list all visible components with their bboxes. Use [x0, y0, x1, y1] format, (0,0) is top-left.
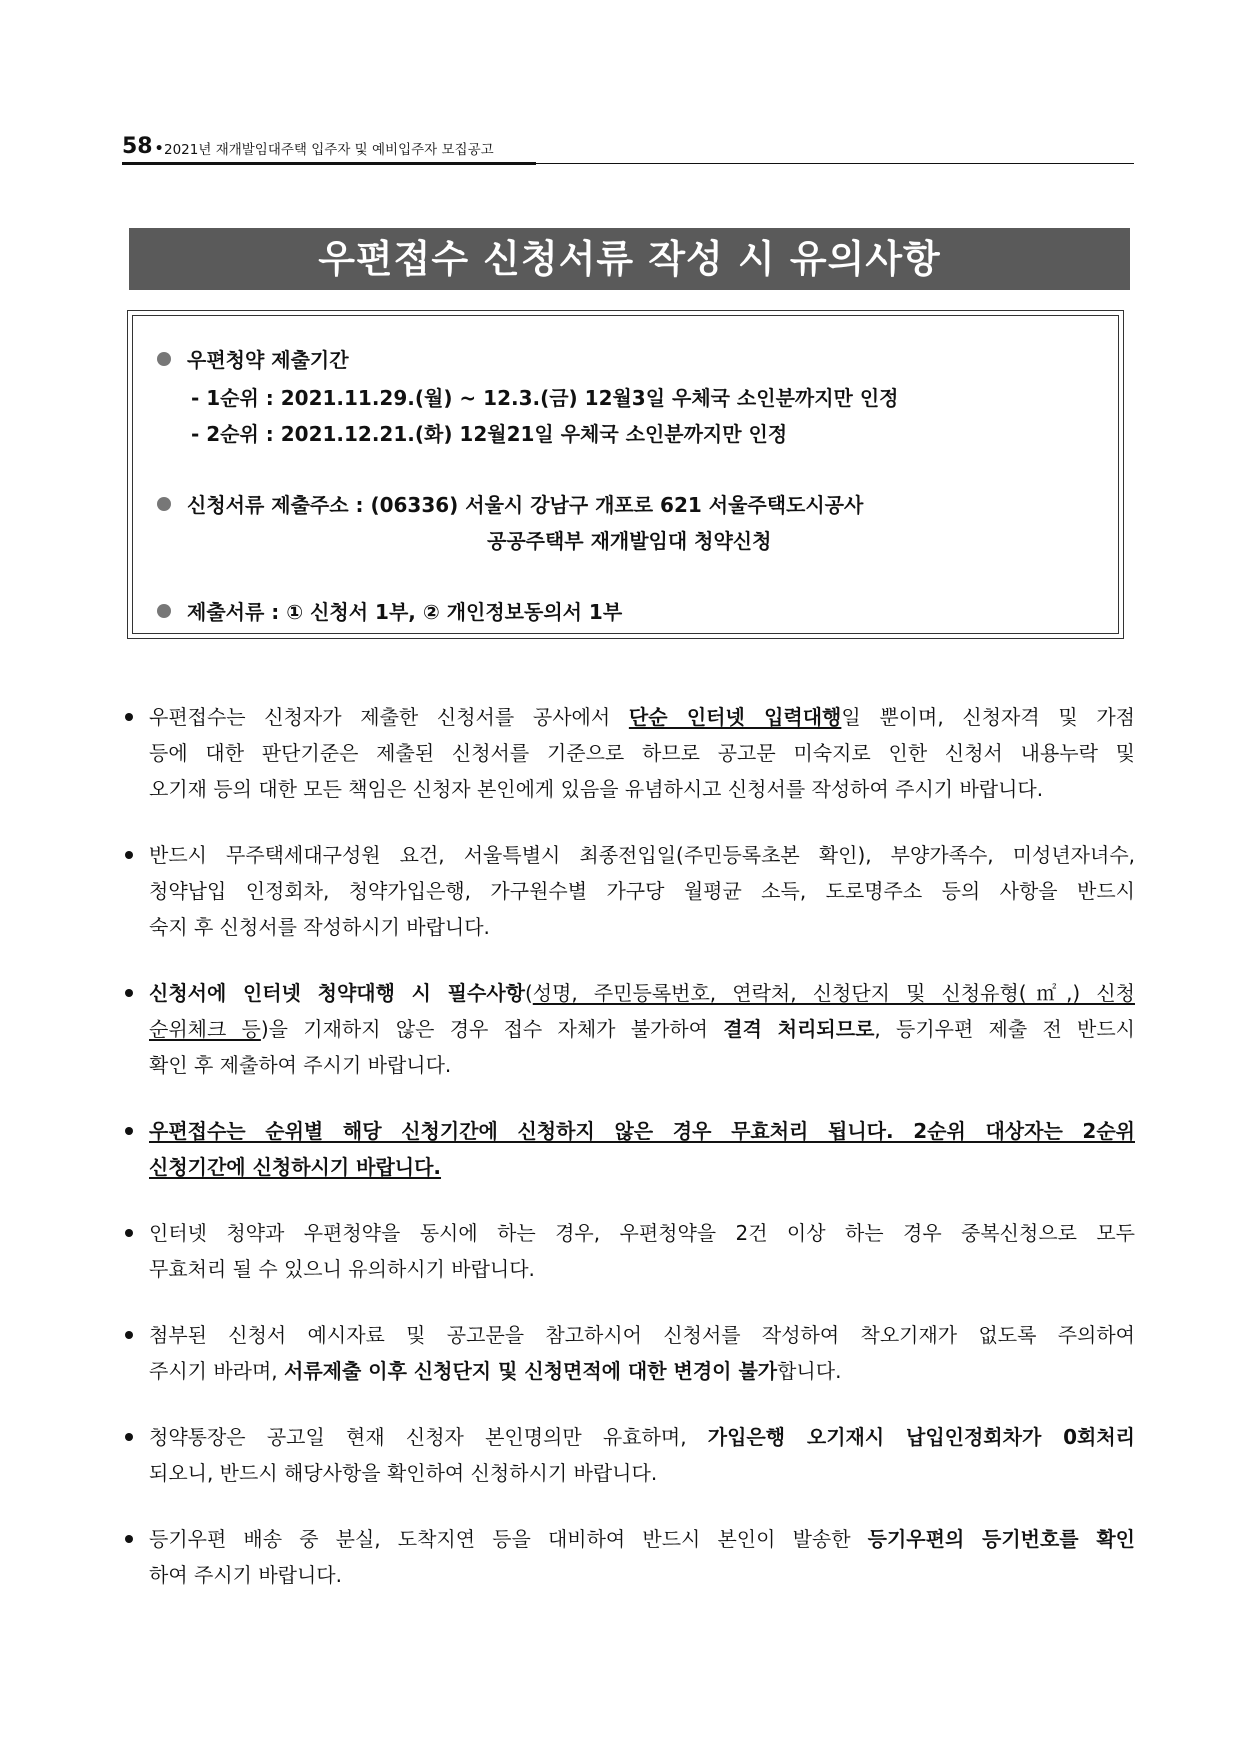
header-rule-thin — [536, 163, 1134, 164]
submission-info-box — [127, 310, 1124, 639]
circle-bullet-icon — [157, 497, 171, 511]
header-title: 2021년 재개발임대주택 입주자 및 예비입주자 모집공고 — [164, 142, 494, 158]
emphasis-text: 가입은행 오기재시 납입인정회차가 0회처리 — [707, 1425, 1135, 1449]
bullet-icon — [125, 1433, 133, 1441]
round1-period: - 1순위 : 2021.11.29.(월) ~ 12.3.(금) 12월3일 우체국 소인분까지만 인정 — [191, 386, 899, 410]
submission-info-inner — [132, 315, 1119, 634]
bullet-icon — [125, 1229, 133, 1237]
header-rule — [122, 162, 536, 165]
notice-list — [123, 699, 1135, 1623]
page-number: 58 • — [122, 134, 164, 159]
emphasis-text: 서류제출 이후 신청단지 및 신청면적에 대한 변경이 불가 — [284, 1359, 778, 1383]
bullet-icon — [125, 989, 133, 997]
page-header — [122, 132, 1134, 164]
notice-item: 우편접수는 순위별 해당 신청기간에 신청하지 않은 경우 무효처리 됩니다. 2순위 대상자는 2순위 신청기간에 신청하시기 바랍니다. — [123, 1113, 1135, 1185]
emphasis-text: 등기우편의 등기번호를 확인 — [867, 1527, 1135, 1551]
emphasis-text: 신청서에 인터넷 청약대행 시 필수사항 — [149, 981, 525, 1005]
bullet-icon — [125, 1127, 133, 1135]
notice-item: 인터넷 청약과 우편청약을 동시에 하는 경우, 우편청약을 2건 이상 하는 경우 중복신청으로 모두 무효처리 될 수 있으니 유의하시기 바랍니다. — [123, 1215, 1135, 1287]
submission-address: 신청서류 제출주소 : (06336) 서울시 강남구 개포로 621 서울주택도시공사 — [157, 489, 863, 518]
notice-item: 우편접수는 신청자가 제출한 신청서를 공사에서 단순 인터넷 입력대행일 뿐이며, 신청자격 및 가점 등에 대한 판단기준은 제출된 신청서를 기준으로 하므로 공고문 미숙지로 인한 신청서 내용누락 및 오기재 등의 대한 모든 책임은 신청자 본인에게 있음을 유념하시고 신청서를 작성하여 주시기 바랍니다. — [123, 699, 1135, 807]
submission-address-line2: 공공주택부 재개발임대 청약신청 — [487, 529, 772, 553]
circle-bullet-icon — [157, 604, 171, 618]
bullet-icon — [125, 1535, 133, 1543]
header-bullet: • — [154, 141, 164, 157]
bullet-icon — [125, 713, 133, 721]
notice-item: 반드시 무주택세대구성원 요건, 서울특별시 최종전입일(주민등록초본 확인), 부양가족수, 미성년자녀수, 청약납입 인정회차, 청약가입은행, 가구원수별 가구당 월평균 소득, 도로명주소 등의 사항을 반드시 숙지 후 신청서를 작성하시기 바랍니다. — [123, 837, 1135, 945]
emphasis-text: 결격 처리되므로 — [723, 1017, 875, 1041]
notice-item: 등기우편 배송 중 분실, 도착지연 등을 대비하여 반드시 본인이 발송한 등기우편의 등기번호를 확인 하여 주시기 바랍니다. — [123, 1521, 1135, 1593]
circle-bullet-icon — [157, 352, 171, 366]
submission-period: 우편청약 제출기간 — [157, 344, 349, 373]
notice-item: 청약통장은 공고일 현재 신청자 본인명의만 유효하며, 가입은행 오기재시 납입인정회차가 0회처리 되오니, 반드시 해당사항을 확인하여 신청하시기 바랍니다. — [123, 1419, 1135, 1491]
bullet-icon — [125, 1331, 133, 1339]
notice-item: 첨부된 신청서 예시자료 및 공고문을 참고하시어 신청서를 작성하여 착오기재가 없도록 주의하여 주시기 바라며, 서류제출 이후 신청단지 및 신청면적에 대한 변경이 불가합니다. — [123, 1317, 1135, 1389]
round2-period: - 2순위 : 2021.12.21.(화) 12월21일 우체국 소인분까지만 인정 — [191, 422, 788, 446]
emphasis-text: 단순 인터넷 입력대행 — [628, 705, 842, 729]
required-documents: 제출서류 : ① 신청서 1부, ② 개인정보동의서 1부 — [157, 596, 622, 625]
section-title: 우편접수 신청서류 작성 시 유의사항 — [129, 228, 1130, 290]
bullet-icon — [125, 851, 133, 859]
notice-item: 신청서에 인터넷 청약대행 시 필수사항(성명, 주민등록번호, 연락처, 신청단지 및 신청유형(㎡,) 신청 순위체크 등)을 기재하지 않은 경우 접수 자체가 불가하여 결격 처리되므로, 등기우편 제출 전 반드시 확인 후 제출하여 주시기 바랍니다. — [123, 975, 1135, 1083]
